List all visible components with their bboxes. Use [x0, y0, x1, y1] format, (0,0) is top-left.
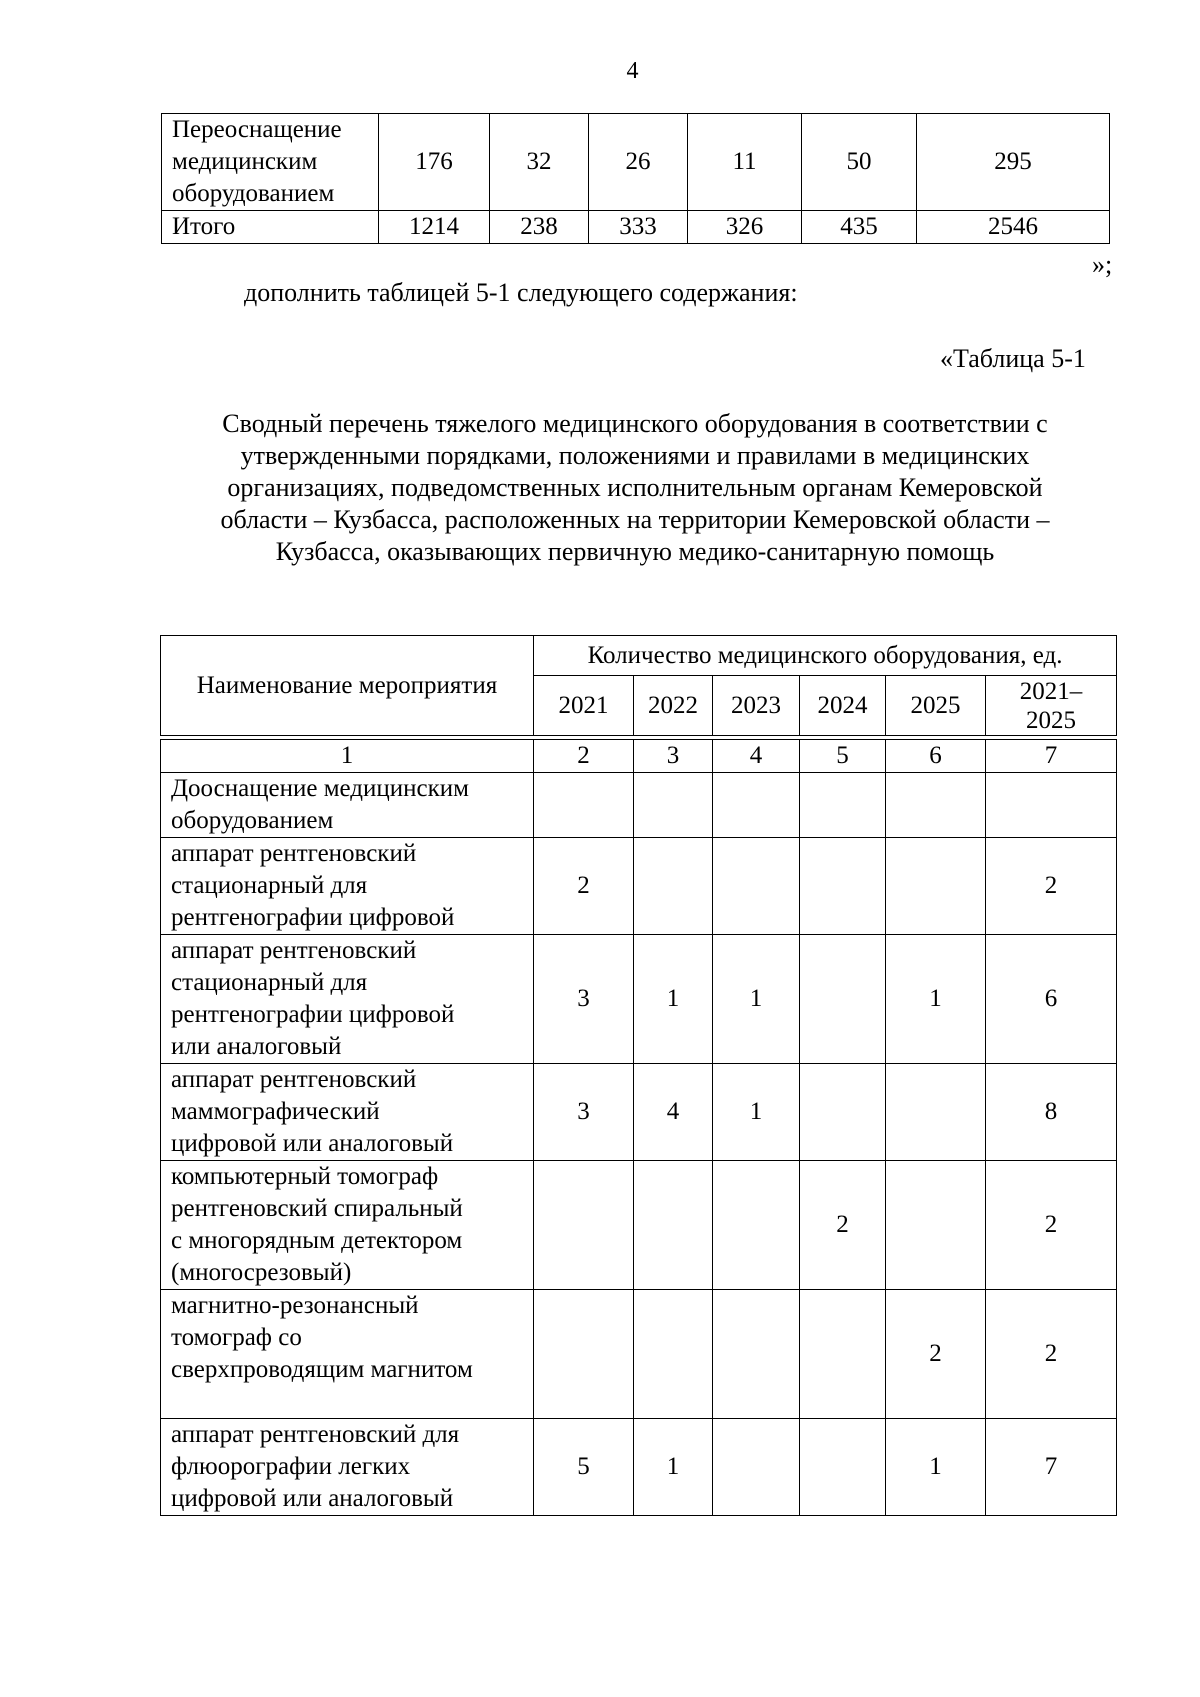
caption-line: области – Кузбасса, расположенных на территории Кемеровской области – [220, 505, 1050, 534]
table-label: «Таблица 5-1 [940, 344, 1086, 373]
row-name-line: магнитно-резонансный [171, 1292, 419, 1319]
value-cell: 1 [634, 1419, 713, 1516]
table-row [161, 1419, 1117, 1516]
value-cell: 3 [534, 1064, 634, 1161]
row-name [162, 211, 379, 244]
value-cell [886, 1064, 986, 1161]
value-cell: 26 [589, 114, 688, 211]
header-year: 2024 [800, 676, 886, 736]
value-cell: 3 [534, 935, 634, 1064]
value-cell [634, 1290, 713, 1419]
row-name-line: оборудованием [172, 180, 335, 207]
row-name [161, 1161, 534, 1290]
value-cell: 2 [886, 1290, 986, 1419]
row-name [161, 773, 534, 838]
value-cell [800, 1064, 886, 1161]
value-cell: 1 [634, 935, 713, 1064]
value-cell: 295 [917, 114, 1110, 211]
row-name-line: компьютерный томограф [171, 1163, 439, 1190]
value-cell [986, 773, 1117, 838]
row-name-line: аппарат рентгеновский для [171, 1421, 460, 1448]
value-cell: 1 [713, 935, 800, 1064]
row-name-line: (многосрезовый) [171, 1259, 352, 1286]
value-cell [800, 1290, 886, 1419]
value-cell: 1 [886, 935, 986, 1064]
column-number: 1 [161, 740, 534, 773]
header-year: 2021 [534, 676, 634, 736]
previous-table-row [162, 211, 1110, 244]
value-cell [634, 1161, 713, 1290]
value-cell: 2 [800, 1161, 886, 1290]
row-name-line: оборудованием [171, 807, 334, 834]
table-row [161, 773, 1117, 838]
value-cell [713, 1419, 800, 1516]
caption-line: организациях, подведомственных исполнительным органам Кемеровской [227, 473, 1043, 502]
value-cell: 11 [688, 114, 802, 211]
column-number: 5 [800, 740, 886, 773]
value-cell [886, 838, 986, 935]
column-number: 4 [713, 740, 800, 773]
column-number: 6 [886, 740, 986, 773]
row-name-line: стационарный для [171, 872, 368, 899]
value-cell [713, 773, 800, 838]
row-name [161, 1290, 534, 1419]
value-cell [713, 1161, 800, 1290]
header-group: Количество медицинского оборудования, ед. [534, 636, 1117, 676]
value-cell: 1 [886, 1419, 986, 1516]
value-cell: 2 [986, 1290, 1117, 1419]
row-name-line: рентгеновский спиральный [171, 1195, 463, 1222]
column-number: 3 [634, 740, 713, 773]
value-cell: 2 [534, 838, 634, 935]
value-cell: 1 [713, 1064, 800, 1161]
value-cell [713, 1290, 800, 1419]
row-name-line: рентгенографии цифровой [171, 1001, 455, 1028]
row-name-line: Дооснащение медицинским [171, 775, 469, 802]
caption-line: утвержденными порядками, положениями и правилами в медицинских [240, 441, 1030, 470]
previous-table-row [162, 114, 1110, 211]
row-name-line: флюорографии легких [171, 1453, 411, 1480]
table-row [161, 838, 1117, 935]
caption-line: Кузбасса, оказывающих первичную медико-санитарную помощь [275, 537, 995, 566]
row-name-line: цифровой или аналоговый [171, 1485, 454, 1512]
table-row [161, 1064, 1117, 1161]
row-name [161, 935, 534, 1064]
row-name-line: аппарат рентгеновский [171, 1066, 417, 1093]
row-name-line: цифровой или аналоговый [171, 1130, 454, 1157]
row-name [162, 114, 379, 211]
row-name-line: Переоснащение [172, 116, 342, 143]
value-cell: 1214 [379, 211, 490, 244]
value-cell: 176 [379, 114, 490, 211]
value-cell: 2546 [917, 211, 1110, 244]
row-name-line [171, 1386, 533, 1418]
row-name [161, 838, 534, 935]
header-year: 2025 [886, 676, 986, 736]
header-year: 2023 [713, 676, 800, 736]
row-name-line: аппарат рентгеновский [171, 937, 417, 964]
instruction-text: дополнить таблицей 5-1 следующего содержания: [244, 278, 798, 307]
row-name-line: или аналоговый [171, 1033, 342, 1060]
row-name [161, 1419, 534, 1516]
value-cell: 4 [634, 1064, 713, 1161]
table-row [161, 1161, 1117, 1290]
header-total [986, 676, 1117, 736]
value-cell: 238 [490, 211, 589, 244]
column-number: 7 [986, 740, 1117, 773]
value-cell [800, 773, 886, 838]
header-year: 2022 [634, 676, 713, 736]
value-cell [800, 1419, 886, 1516]
value-cell [634, 773, 713, 838]
value-cell [634, 838, 713, 935]
value-cell: 2 [986, 838, 1117, 935]
row-name-line: рентгенографии цифровой [171, 904, 455, 931]
row-name-line: аппарат рентгеновский [171, 840, 417, 867]
column-number: 2 [534, 740, 634, 773]
header-total-line: 2021– [1019, 677, 1083, 705]
value-cell [886, 1161, 986, 1290]
value-cell [800, 935, 886, 1064]
caption-line: Сводный перечень тяжелого медицинского оборудования в соответствии с [222, 409, 1048, 438]
row-name-line: сверхпроводящим магнитом [171, 1356, 473, 1383]
header-name: Наименование мероприятия [161, 636, 534, 736]
row-name-line: стационарный для [171, 969, 368, 996]
closing-quote: »; [1092, 250, 1113, 279]
value-cell: 2 [986, 1161, 1117, 1290]
value-cell: 326 [688, 211, 802, 244]
value-cell: 435 [802, 211, 917, 244]
value-cell: 50 [802, 114, 917, 211]
value-cell: 6 [986, 935, 1117, 1064]
value-cell [886, 773, 986, 838]
page-number: 4 [626, 58, 639, 84]
row-name-line: маммографический [171, 1098, 380, 1125]
value-cell [800, 838, 886, 935]
previous-table [161, 113, 1110, 244]
value-cell [534, 1290, 634, 1419]
value-cell: 7 [986, 1419, 1117, 1516]
row-name-line: томограф со [171, 1324, 302, 1351]
value-cell: 8 [986, 1064, 1117, 1161]
row-name-line: медицинским [172, 148, 318, 175]
value-cell [534, 1161, 634, 1290]
value-cell: 5 [534, 1419, 634, 1516]
row-name-line: Итого [172, 213, 236, 240]
row-name [161, 1064, 534, 1161]
value-cell: 32 [490, 114, 589, 211]
table-caption [160, 408, 1110, 568]
table-row [161, 1290, 1117, 1419]
value-cell [534, 773, 634, 838]
row-name-line: с многорядным детектором [171, 1227, 463, 1254]
value-cell: 333 [589, 211, 688, 244]
header-total-line: 2025 [1026, 706, 1077, 734]
value-cell [713, 838, 800, 935]
table-row [161, 935, 1117, 1064]
equipment-table [160, 635, 1117, 1516]
